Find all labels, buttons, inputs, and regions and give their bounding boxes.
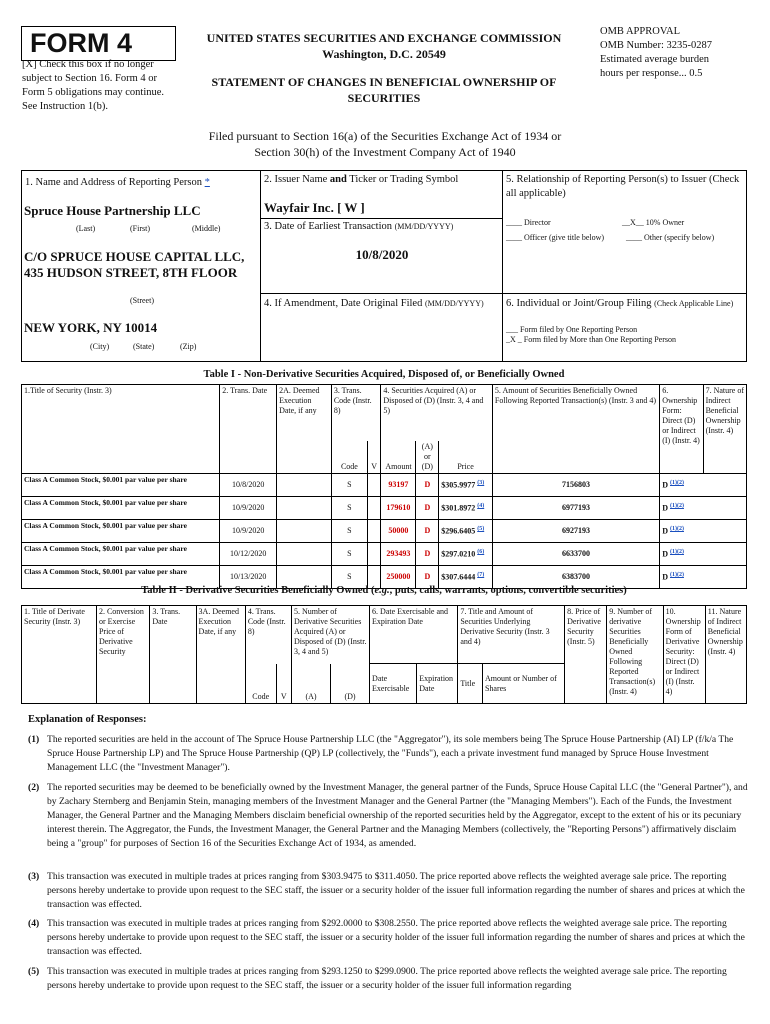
- th-amount-owned: 5. Amount of Securities Beneficially Owned Following Reported Transaction(s) (Instr. 3 and 4): [492, 385, 659, 474]
- th2-title: 1. Title of Derivate Security (Instr. 3): [22, 606, 97, 704]
- th-deemed-date: 2A. Deemed Execution Date, if any: [277, 385, 332, 474]
- th2-amount-shares: Amount or Number of Shares: [482, 664, 564, 704]
- th-v: V: [367, 441, 380, 474]
- cell-owned: 7156803: [492, 473, 659, 496]
- cell-title: Class A Common Stock, $0.001 par value per share: [22, 519, 220, 542]
- cell-amount: 293493: [381, 542, 416, 565]
- table-row: [22, 496, 747, 519]
- cell-empty: [277, 519, 332, 542]
- th-trans-date: 2. Trans. Date: [220, 385, 277, 474]
- cell-amount: 250000: [381, 565, 416, 588]
- table-row: [22, 519, 747, 542]
- cell-date: 10/8/2020: [220, 473, 277, 496]
- box3-label: 3. Date of Earliest Transaction (MM/DD/YYYY): [264, 221, 454, 232]
- th2-deemed-date: 3A. Deemed Execution Date, if any: [196, 606, 245, 704]
- cell-price: $305.9977 $^{(3)}$: [439, 473, 493, 496]
- th2-date-ex: Date Exercisable: [370, 664, 417, 704]
- cell-empty: [277, 473, 332, 496]
- th-ownership-form: 6. Ownership Form: Direct (D) or Indirect (I) (Instr. 4): [660, 385, 703, 474]
- cell-price: $297.0210 $^{(6)}$: [439, 542, 493, 565]
- issuer-name: Wayfair Inc. [ W ]: [264, 200, 365, 215]
- cell-empty: [367, 542, 380, 565]
- derivative-table: [21, 605, 747, 704]
- table-row: [22, 542, 747, 565]
- cell-ad: D: [416, 565, 439, 588]
- th2-number-owned: 9. Number of derivative Securities Beneficially Owned Following Reported Transaction(s) (Instr. 4): [607, 606, 663, 704]
- box6-label: 6. Individual or Joint/Group Filing (Check Applicable Line): [506, 298, 734, 309]
- footnote-link[interactable]: (6): [477, 549, 485, 556]
- th2-exp-date: Expiration Date: [417, 664, 458, 704]
- label-state: (State): [133, 342, 155, 351]
- cell-empty: [277, 496, 332, 519]
- footnote-link[interactable]: (1)(2): [669, 480, 684, 487]
- cell-price: $301.8972 $^{(4)}$: [439, 496, 493, 519]
- reporting-person-name: Spruce House Partnership LLC: [24, 203, 201, 218]
- cell-code: S: [331, 496, 367, 519]
- cell-empty: [367, 519, 380, 542]
- th2-d: (D): [331, 664, 370, 704]
- th2-number-derivative: 5. Number of Derivative Securities Acquired (A) or Disposed of (D) (Instr. 3, 4 and 5): [292, 606, 370, 664]
- cell-ad: D: [416, 496, 439, 519]
- footnote-link[interactable]: (1)(2): [669, 549, 684, 556]
- th-nature: 7. Nature of Indirect Beneficial Ownership (Instr. 4): [703, 385, 746, 474]
- cell-form: D $^{(1)(2)}$: [660, 565, 747, 588]
- th-amount: Amount: [381, 441, 416, 474]
- cell-price: $307.6444 $^{(7)}$: [439, 565, 493, 588]
- reporting-person-street: C/O SPRUCE HOUSE CAPITAL LLC, 435 HUDSON STREET, 8TH FLOOR: [24, 249, 245, 280]
- cell-title: Class A Common Stock, $0.001 par value per share: [22, 496, 220, 519]
- cell-ad: D: [416, 542, 439, 565]
- box4-label: 4. If Amendment, Date Original Filed (MM/DD/YYYY): [264, 298, 484, 309]
- table2-title: Table II - Derivative Securities Beneficially Owned (e.g., puts, calls, warrants, options, convertible securities): [141, 585, 627, 596]
- cell-form: D $^{(1)(2)}$: [660, 496, 747, 519]
- footnote-link[interactable]: (5): [477, 526, 485, 533]
- th2-code: Code: [245, 664, 276, 704]
- cell-code: S: [331, 542, 367, 565]
- footnote-link[interactable]: (4): [477, 503, 485, 510]
- th-trans-code: 3. Trans. Code (Instr. 8): [331, 385, 381, 441]
- omb-line: OMB APPROVAL: [600, 26, 681, 37]
- footnote-link[interactable]: (1)(2): [669, 526, 684, 533]
- th-securities-acquired: 4. Securities Acquired (A) or Disposed of (D) (Instr. 3, 4 and 5): [381, 385, 493, 441]
- box5-label: 5. Relationship of Reporting Person(s) to Issuer (Check all applicable): [506, 174, 740, 199]
- cell-date: 10/13/2020: [220, 565, 277, 588]
- relationship-ten-pct-owner: __X__ 10% Owner: [622, 218, 685, 227]
- cell-title: Class A Common Stock, $0.001 par value per share: [22, 565, 220, 588]
- box2-label: 2. Issuer Name and Ticker or Trading Symbol: [264, 174, 459, 185]
- cell-amount: 179610: [381, 496, 416, 519]
- cell-code: S: [331, 565, 367, 588]
- sec-city: Washington, D.C. 20549: [322, 47, 446, 61]
- th2-conversion-price: 2. Conversion or Exercise Price of Derivative Security: [96, 606, 149, 704]
- explanation-heading: Explanation of Responses:: [28, 714, 147, 725]
- cell-owned: 6927193: [492, 519, 659, 542]
- footnote: (4) This transaction was executed in multiple trades at prices ranging from $292.0000 to $308.2550. The price reported above reflects the weighted average sale price. The reporting persons hereby undertake to provide upon request to the SEC staff, the issuer or a security holder of the issuer full information regarding the number of shares and prices at which the transaction was effected.: [28, 918, 745, 957]
- non-derivative-table: [21, 384, 747, 589]
- filing-one-person: ___ Form filed by One Reporting Person: [506, 325, 638, 334]
- th-code: Code: [331, 441, 367, 474]
- filed-pursuant-line1: Filed pursuant to Section 16(a) of the Securities Exchange Act of 1934 or: [208, 129, 562, 143]
- footnote-link[interactable]: (7): [477, 572, 485, 579]
- cell-empty: [277, 542, 332, 565]
- th2-ownership-form: 10. Ownership Form of Derivative Security: Direct (D) or Indirect (I) (Instr. 4): [663, 606, 705, 704]
- star-link[interactable]: *: [204, 177, 210, 188]
- cell-title: Class A Common Stock, $0.001 par value per share: [22, 473, 220, 496]
- no-longer-subject-note: [X] Check this box if no longer subject to Section 16. Form 4 or Form 5 obligations may continue. See Instruction 1(b).: [22, 59, 165, 112]
- table-row: [22, 473, 747, 496]
- filing-more-persons: _X _ Form filed by More than One Reporting Person: [506, 335, 676, 344]
- footnote: (5) This transaction was executed in multiple trades at prices ranging from $293.1250 to $299.0900. The price reported above reflects the weighted average sale price. The reporting persons hereby undertake to provide upon request to the SEC staff, the issuer or a security holder of the issuer full information regarding: [28, 966, 727, 991]
- th2-nature: 11. Nature of Indirect Beneficial Ownership (Instr. 4): [705, 606, 746, 704]
- box1-label: 1. Name and Address of Reporting Person *: [25, 177, 210, 188]
- cell-date: 10/12/2020: [220, 542, 277, 565]
- th2-price: 8. Price of Derivative Security (Instr. 5): [565, 606, 607, 704]
- relationship-other: ____ Other (specify below): [626, 233, 715, 242]
- omb-approval: [600, 25, 760, 81]
- cell-ad: D: [416, 519, 439, 542]
- cell-owned: 6633700: [492, 542, 659, 565]
- th2-underlying: 7. Title and Amount of Securities Underlying Derivative Security (Instr. 3 and 4): [458, 606, 565, 664]
- footnote: (1) The reported securities are held in the account of The Spruce House Partnership LLC (the "Aggregator"), its sole members being The Spruce House Partnership (AI) LP (f/k/a The Spruce House Partnership LP) and The Spruce House Partnership (QP) LP (collectively, the "Funds"), each a private investment fund managed by Spruce House Investment Management LLC (the "Investment Manager").: [28, 734, 734, 773]
- label-street: (Street): [130, 296, 154, 305]
- reporting-person-city: NEW YORK, NY 10014: [24, 320, 158, 335]
- cell-date: 10/9/2020: [220, 496, 277, 519]
- relationship-director: ____ Director: [506, 218, 551, 227]
- relationship-officer: ____ Officer (give title below): [506, 233, 605, 242]
- label-zip: (Zip): [180, 342, 197, 351]
- earliest-transaction-date: 10/8/2020: [355, 247, 409, 262]
- cell-empty: [367, 496, 380, 519]
- cell-form: D $^{(1)(2)}$: [660, 519, 747, 542]
- label-first: (First): [130, 224, 150, 233]
- th-a-or-d: (A) or (D): [416, 441, 439, 474]
- omb-line: Estimated average burden: [600, 54, 710, 65]
- th-price: Price: [439, 441, 493, 474]
- th2-a: (A): [292, 664, 331, 704]
- footnote-link[interactable]: (3): [477, 480, 485, 487]
- footnote: (3) This transaction was executed in multiple trades at prices ranging from $303.9475 to $311.4050. The price reported above reflects the weighted average sale price. The reporting persons hereby undertake to provide upon request to the SEC staff, the issuer or a security holder of the issuer full information regarding the number of shares and prices at which the transaction was effected.: [28, 871, 745, 910]
- cell-form: D $^{(1)(2)}$: [660, 542, 747, 565]
- cell-code: S: [331, 519, 367, 542]
- label-last: (Last): [76, 224, 96, 233]
- th2-trans-date: 3. Trans. Date: [150, 606, 196, 704]
- omb-line: OMB Number: 3235-0287: [600, 40, 712, 51]
- label-middle: (Middle): [192, 224, 221, 233]
- cell-amount: 93197: [381, 473, 416, 496]
- cell-owned: 6977193: [492, 496, 659, 519]
- th-title: 1.Title of Security (Instr. 3): [22, 385, 220, 474]
- cell-date: 10/9/2020: [220, 519, 277, 542]
- statement-title: STATEMENT OF CHANGES IN BENEFICIAL OWNERSHIP OF SECURITIES: [211, 75, 557, 105]
- form-title: FORM 4: [21, 26, 176, 61]
- sec-agency: UNITED STATES SECURITIES AND EXCHANGE COMMISSION: [206, 31, 562, 45]
- th2-trans-code: 4. Trans. Code (Instr. 8): [245, 606, 291, 664]
- cell-empty: [367, 473, 380, 496]
- th2-date-exercisable: 6. Date Exercisable and Expiration Date: [370, 606, 458, 664]
- filed-pursuant-line2: Section 30(h) of the Investment Company Act of 1940: [254, 145, 516, 159]
- th2-title-col: Title: [458, 664, 483, 704]
- footnote-link[interactable]: (1)(2): [669, 503, 684, 510]
- footnote-link[interactable]: (1)(2): [669, 572, 684, 579]
- cell-amount: 50000: [381, 519, 416, 542]
- footnote: (2) The reported securities may be deemed to be beneficially owned by the Investment Manager, the general partner of the Funds, Spruce House Capital LLC (the "General Partner"), and by Zachary Sternberg and Benjamin Stein, managing members of the Investment Manager and the General Partner (the "Managing Members"). Each of the Funds, the Investment Manager, the General Partner and the Managing Members disclaim beneficial ownership of the reported securities held by the Aggregator, except to the extent of his or its pecuniary interest therein. The Aggregator, the Funds, the Investment Manager, the General Partner and the Managing Members (collectively, the "Reporting Persons") affirmatively disclaim being a "group" for purposes of Section 16 of the Securities Exchange Act of 1934, as amended.: [28, 782, 748, 849]
- table1-title: Table I - Non-Derivative Securities Acquired, Disposed of, or Beneficially Owned: [203, 369, 565, 380]
- cell-form: D $^{(1)(2)}$: [660, 473, 747, 496]
- cell-code: S: [331, 473, 367, 496]
- cell-price: $296.6405 $^{(5)}$: [439, 519, 493, 542]
- cell-title: Class A Common Stock, $0.001 par value per share: [22, 542, 220, 565]
- label-city: (City): [90, 342, 110, 351]
- cell-ad: D: [416, 473, 439, 496]
- th2-v: V: [276, 664, 291, 704]
- cell-owned: 6383700: [492, 565, 659, 588]
- omb-line: hours per response... 0.5: [600, 68, 703, 79]
